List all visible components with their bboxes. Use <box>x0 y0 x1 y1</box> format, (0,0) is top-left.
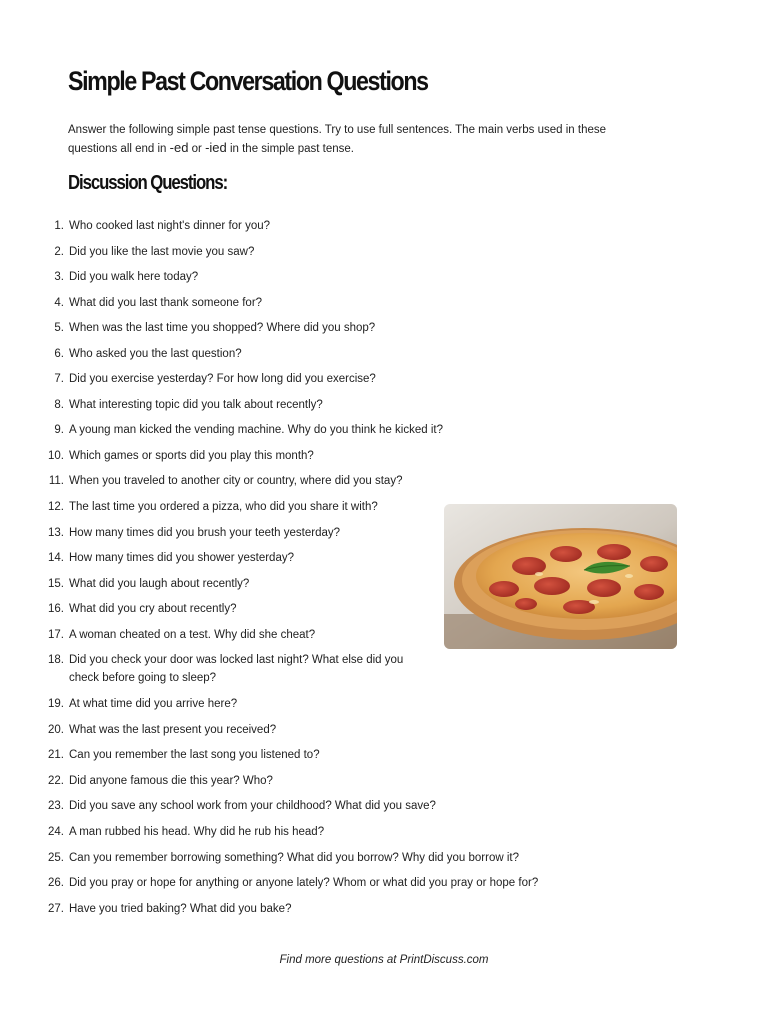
question-text: What was the last present you received? <box>69 723 277 736</box>
question-number: 15. <box>48 577 64 590</box>
question-number: 10. <box>48 449 64 462</box>
question-text: Have you tried baking? What did you bake? <box>69 902 292 915</box>
question-text: Did you like the last movie you saw? <box>69 245 255 258</box>
question-number: 6. <box>54 347 64 360</box>
suffix-ied: -ied <box>205 140 227 155</box>
question-text: Can you remember borrowing something? What did you borrow? Why did you borrow it? <box>69 851 519 864</box>
pizza-icon <box>444 504 677 649</box>
question-text: Did anyone famous die this year? Who? <box>69 774 273 787</box>
section-heading: Discussion Questions: <box>68 172 228 194</box>
question-number: 13. <box>48 526 64 539</box>
question-number: 2. <box>54 245 64 258</box>
question-text: A man rubbed his head. Why did he rub his head? <box>69 826 325 839</box>
suffix-ed: -ed <box>169 140 189 155</box>
intro-text-end: in the simple past tense. <box>226 143 354 155</box>
question-number: 16. <box>48 603 64 616</box>
question-text: What did you cry about recently? <box>69 603 237 616</box>
question-text: Who asked you the last question? <box>69 347 242 360</box>
question-text: Did you check your door was locked last night? What else did you check before going to sleep? <box>69 654 404 685</box>
question-number: 7. <box>54 373 64 386</box>
question-number: 17. <box>48 628 64 641</box>
question-number: 11. <box>48 475 64 488</box>
question-text: At what time did you arrive here? <box>69 698 238 711</box>
question-text: What did you last thank someone for? <box>69 296 263 309</box>
question-number: 27. <box>48 902 64 915</box>
question-number: 12. <box>48 501 64 514</box>
question-text: When was the last time you shopped? Where did you shop? <box>69 322 376 335</box>
question-number: 22. <box>48 774 64 787</box>
question-text: A woman cheated on a test. Why did she cheat? <box>69 628 316 641</box>
question-text: The last time you ordered a pizza, who did you share it with? <box>69 501 378 514</box>
question-text: How many times did you brush your teeth yesterday? <box>69 526 341 539</box>
question-text: What did you laugh about recently? <box>69 577 250 590</box>
intro-paragraph <box>68 122 648 158</box>
question-number: 8. <box>54 398 64 411</box>
question-number: 5. <box>54 322 64 335</box>
question-text: Did you pray or hope for anything or anyone lately? Whom or what did you pray or hope for? <box>69 877 539 890</box>
footer-link-text: Find more questions at PrintDiscuss.com <box>279 954 489 966</box>
question-number: 23. <box>48 800 64 813</box>
question-number: 18. <box>48 654 64 667</box>
intro-text-or: or <box>188 143 206 155</box>
question-text: A young man kicked the vending machine. Why do you think he kicked it? <box>69 424 443 437</box>
question-text: Did you save any school work from your childhood? What did you save? <box>69 800 436 813</box>
question-number: 4. <box>54 296 64 309</box>
intro-text-start: Answer the following simple past tense questions. Try to use full sentences. The main verbs used in these questions all end in <box>68 124 607 155</box>
question-text: Did you exercise yesterday? For how long did you exercise? <box>69 373 376 386</box>
question-number: 9. <box>54 424 64 437</box>
question-number: 20. <box>48 723 64 736</box>
question-number: 3. <box>54 271 64 284</box>
question-number: 1. <box>54 220 64 232</box>
question-number: 14. <box>48 552 64 565</box>
question-text: What interesting topic did you talk about recently? <box>69 398 323 411</box>
question-number: 24. <box>48 826 64 839</box>
question-number: 19. <box>48 698 64 711</box>
question-text: When you traveled to another city or country, where did you stay? <box>69 475 403 488</box>
pizza-photo <box>444 504 677 649</box>
question-number: 21. <box>48 749 64 762</box>
question-text: Did you walk here today? <box>69 271 199 284</box>
question-text: Who cooked last night's dinner for you? <box>69 220 271 232</box>
question-text: Which games or sports did you play this month? <box>69 449 314 462</box>
question-text: How many times did you shower yesterday? <box>69 552 294 565</box>
question-text: Can you remember the last song you listened to? <box>69 749 320 762</box>
page-title: Simple Past Conversation Questions <box>68 66 428 96</box>
question-number: 25. <box>48 851 64 864</box>
question-number: 26. <box>48 877 64 890</box>
